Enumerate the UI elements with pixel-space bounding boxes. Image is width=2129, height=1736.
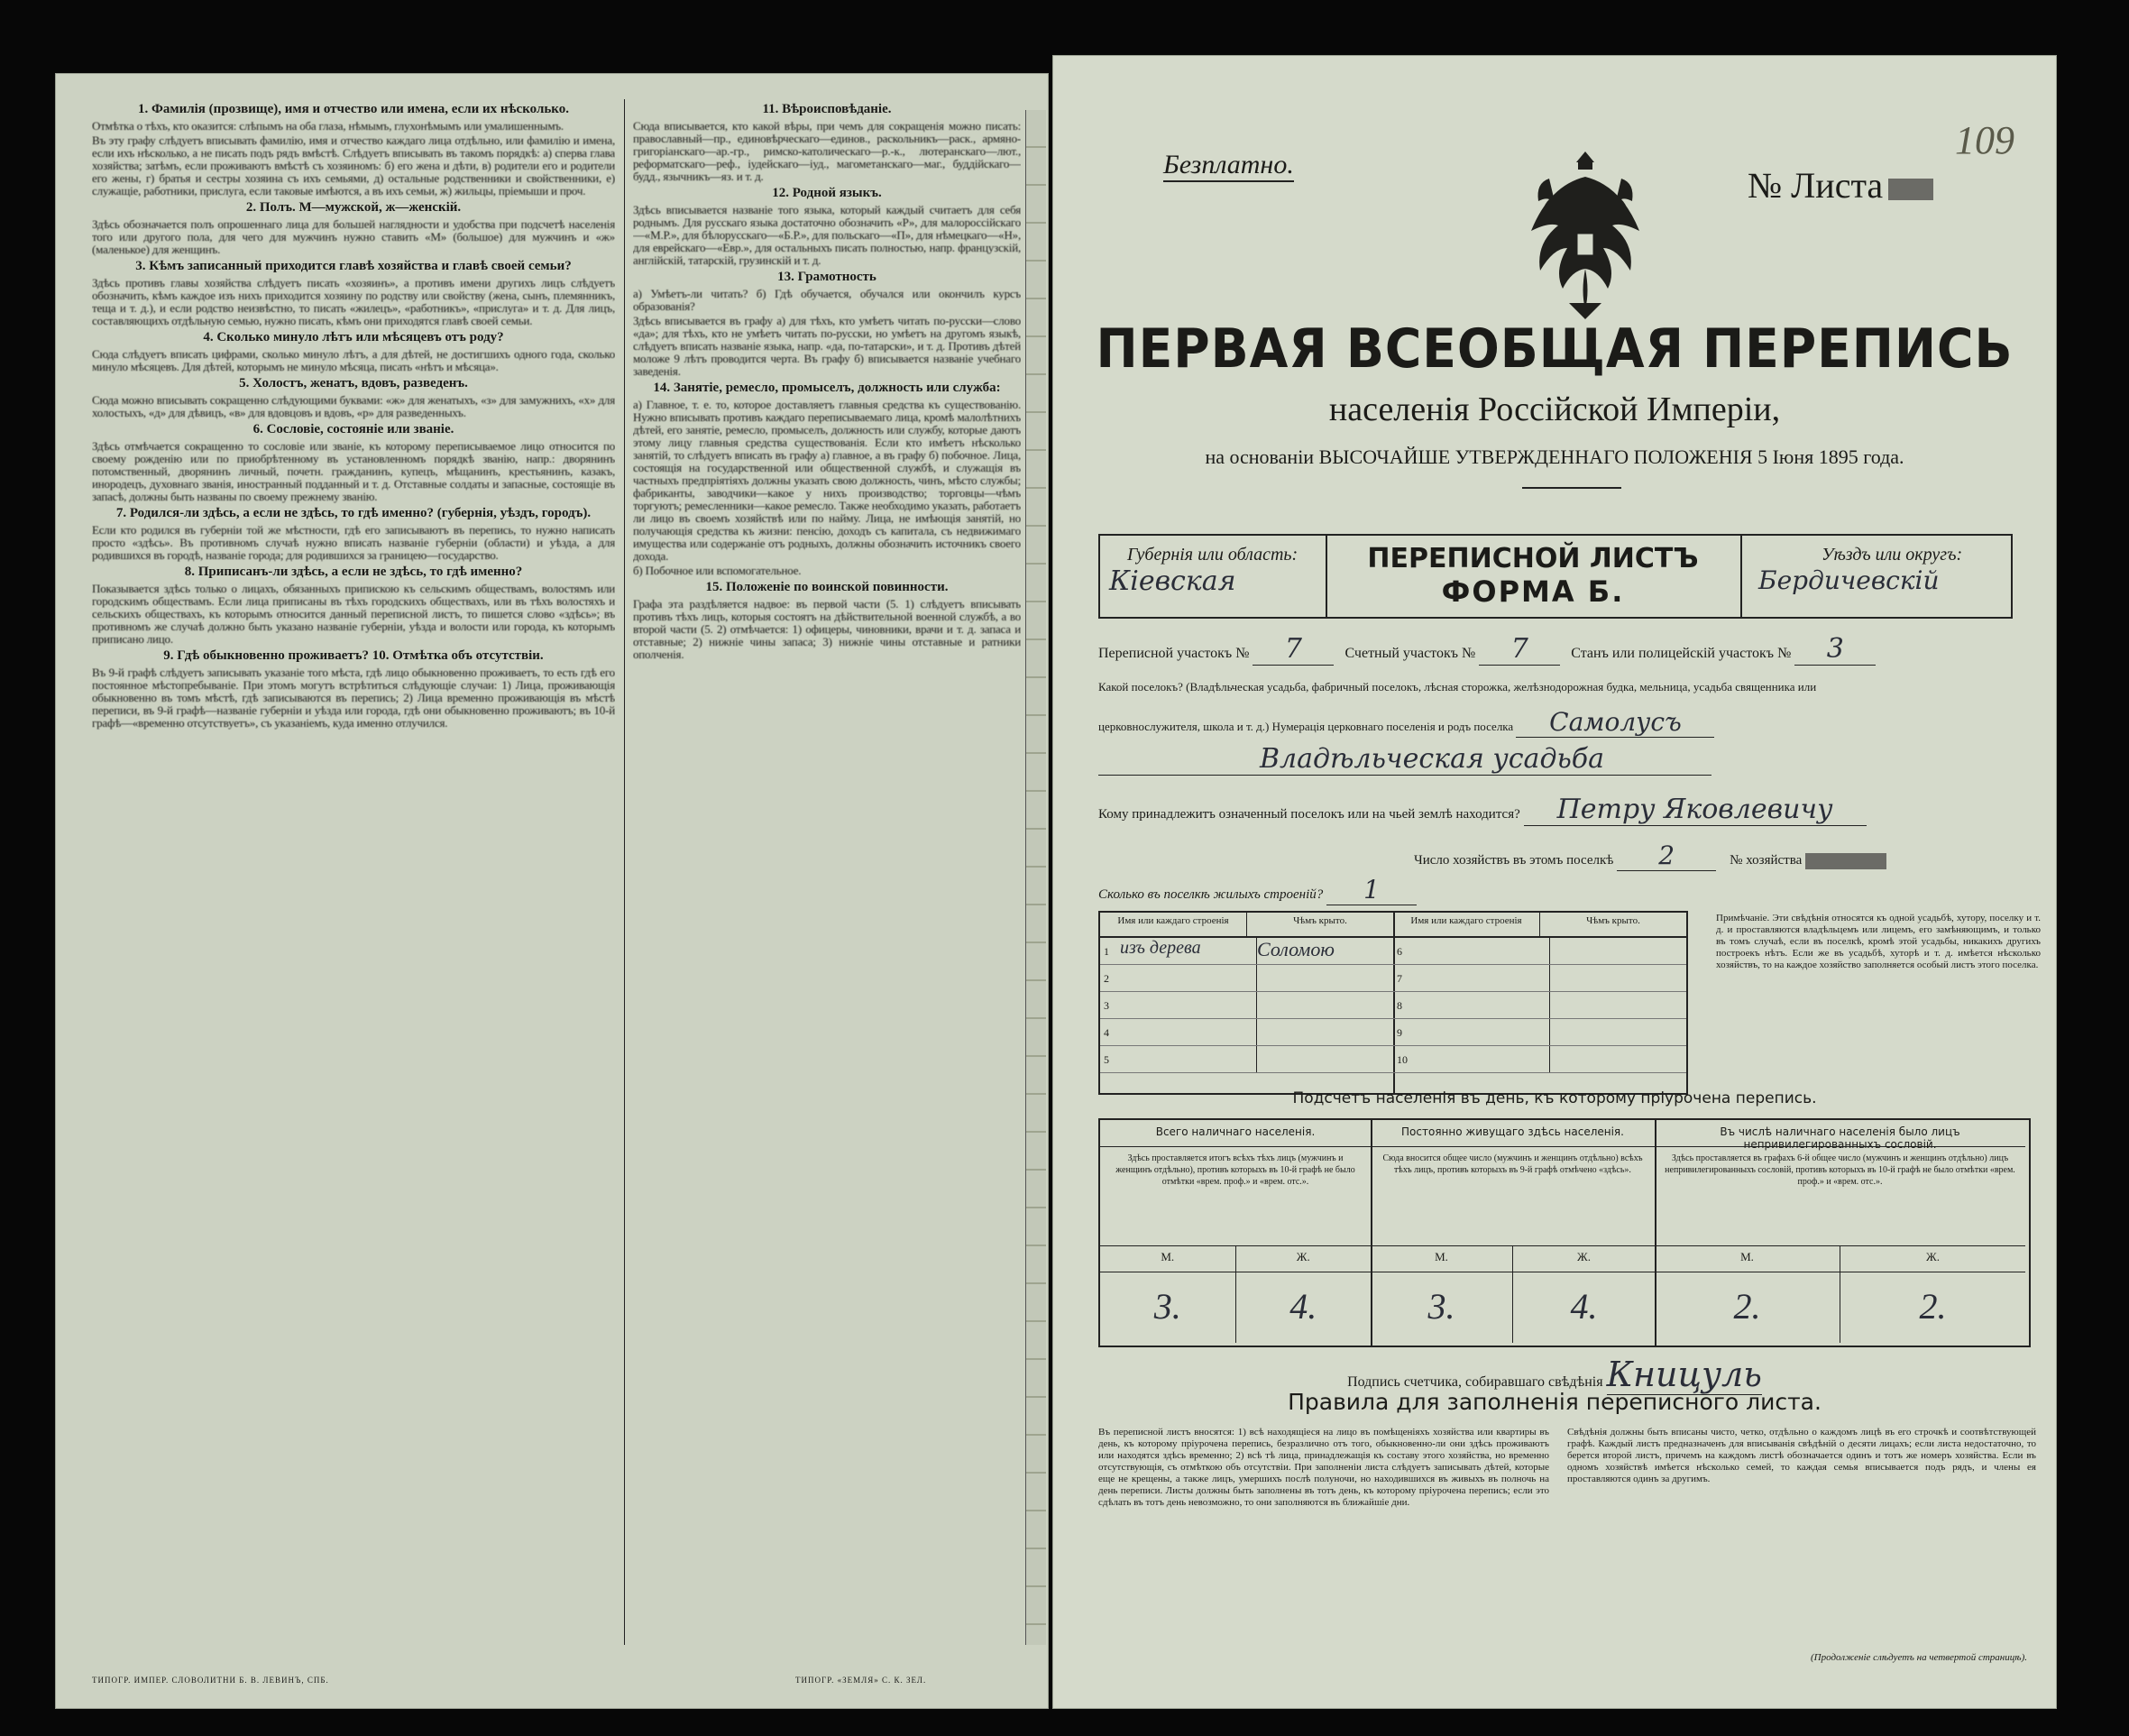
buildings-row-number: 1 — [1104, 945, 1109, 958]
buildings-row-material — [1120, 1019, 1257, 1045]
population-values-row — [1655, 1272, 2025, 1343]
signature-label: Подпись счетчика, собиравшаго свѣдѣнія — [1347, 1374, 1603, 1390]
section-heading: 7. Родился-ли здѣсь, а если не здѣсь, то гдѣ именно? (губернія, уѣздъ, городъ). — [115, 506, 592, 520]
buildings-row-roof — [1257, 965, 1393, 991]
sex-header-row — [1655, 1246, 2025, 1272]
buildings-table-right — [1393, 913, 1686, 1093]
section-heading: 1. Фамилія (прозвище), имя и отчество или имена, если их нѣсколько. — [137, 102, 570, 116]
buildings-row-material — [1413, 938, 1550, 964]
buildings-row — [1100, 938, 1393, 965]
gubernia-cell — [1100, 536, 1327, 617]
uezd-value: Бердичевскій — [1758, 565, 1940, 595]
settlement-value-2: Владѣльческая усадьба — [1098, 743, 1711, 776]
female-count: 4. — [1570, 1286, 1598, 1327]
population-values-row — [1100, 1272, 1371, 1343]
form-name: ФОРМА Б. — [1441, 574, 1625, 609]
buildings-value: 1 — [1326, 875, 1417, 905]
buildings-row-roof — [1550, 992, 1686, 1018]
buildings-row-roof: Соломою — [1257, 938, 1335, 960]
left-page — [56, 74, 1048, 1708]
section-paragraph: Здѣсь обозначается полъ опрошеннаго лица для большей наглядности и удобства при подсчетѣ населенія того или другого пола, для чего для мужчинъ нужно ставить «М» (большое) для мужчинъ и «ж» (маленькое) для женщинъ. — [92, 217, 615, 256]
instructions-column-2 — [633, 99, 1021, 1645]
female-count: 4. — [1289, 1286, 1317, 1327]
section-heading: 12. Родной языкъ. — [772, 186, 882, 200]
section-paragraph: а) Главное, т. е. то, которое доставляетъ главныя средства къ существованію. Нужно вписывать противъ каждаго переписываемаго лица, кромѣ малолѣтнихъ дѣтей, его занятіе, ремесло, промыселъ, должность или службу, которые даютъ этому лицу главныя средства существованія. Если кто имѣетъ нѣсколько занятій, то слѣдуетъ вписать въ графу а) главное, а въ графу б) побочное. Лица, состоящія на государственной или общественной службѣ, и служащія въ частныхъ предпріятіяхъ должны указать свою должность, чинъ, мѣсто службы; фабриканты, заводчики—какое у нихъ производство; торговцы—чѣмъ торгуютъ; ремесленники—какое ремесло. Также необходимо указать, работаетъ ли лицо въ своемъ хозяйствѣ или по найму. Лица, не имѣющія занятій, но получающія средства къ жизни: пенсію, доходъ съ капитала, съ недвижимаго имущества или содержаніе отъ родныхъ, должны обозначить источникъ своего дохода. — [633, 398, 1021, 563]
buildings-col-a-head: Имя или каждаго строенія — [1100, 913, 1247, 936]
section-paragraph: Сюда можно вписывать сокращенно слѣдующими буквами: «ж» для женатыхъ, «з» для замужнихъ, «х» для холостыхъ, «д» для дѣвицъ, «в» для вдовцовъ и вдовъ, «р» для разведенныхъ. — [92, 393, 615, 419]
buildings-row-roof — [1550, 1046, 1686, 1072]
free-of-charge-label: Безплатно. — [1163, 150, 1294, 182]
owner-line — [1098, 794, 2036, 826]
rules-title: Правила для заполненія переписного листа. — [1288, 1389, 1822, 1415]
buildings-row — [1393, 1046, 1686, 1073]
census-form-page — [1053, 56, 2056, 1708]
section-heading: 13. Грамотность — [777, 270, 876, 284]
section-paragraph: Здѣсь вписывается названіе того языка, который каждый считаетъ для себя роднымъ. Для русскаго языка достаточно обозначить «Р», для малороссійскаго—«М.Р.», для бѣлорусскаго—«Б.Р.», для польскаго—«П», для нѣмецкаго—«Н», для еврейскаго—«Евр.», для остальныхъ писать полностью, напр. французскій, англійскій, татарскій, грузинскій и т. д. — [633, 203, 1021, 267]
title-rule — [1522, 487, 1621, 489]
male-header: М. — [1371, 1246, 1513, 1272]
buildings-table — [1098, 911, 1688, 1095]
uezd-label: Уѣздъ или округъ: — [1822, 545, 1963, 565]
sex-header-row — [1100, 1246, 1371, 1272]
population-column-description: Сюда вносится общее число (мужчинъ и женщинъ отдѣльно) всѣхъ тѣхъ лицъ, противъ которыхъ въ 9-й графѣ отмѣчено «здѣсь». — [1371, 1147, 1655, 1246]
section-paragraph: Графа эта раздѣляется надвое: въ первой части (5. 1) слѣдуетъ вписывать противъ тѣхъ лицъ, которыя состоятъ на дѣйствительной военной службѣ, а во второй части (5. 2) отмѣчается: 1) офицеры, чиновники, врачи и т. д. запаса и отставные; 2) нижніе чины запаса; 3) нижніе чины отставные и ратники ополченія. — [633, 597, 1021, 661]
buildings-row-number: 4 — [1104, 1026, 1109, 1039]
form-subtitle: населенія Россійской Имперіи, — [1328, 390, 1781, 428]
section-paragraph: Въ эту графу слѣдуетъ вписывать фамилію, имя и отчество каждаго лица отдѣльно, или фамилію и имена, если ихъ нѣсколько, а не писать подъ рядъ вмѣстѣ. Слѣдуетъ вписывать въ такомъ порядкѣ: а) сперва глава хозяйства; затѣмъ, если проживаютъ вмѣстѣ съ хозяиномъ: б) его жена и дѣти, в) родители его и родители его жены, г) братья и сестры хозяина съ ихъ семьями, д) остальные родственники и свойственники, е) служащіе, работники, прислуга, если таковые имѣются, а въ ихъ семьи, ж) жильцы, пріемыши и проч. — [92, 133, 615, 197]
double-headed-eagle-icon — [1513, 142, 1657, 323]
schetny-label: Счетный участокъ № — [1344, 646, 1476, 661]
buildings-row-number: 3 — [1104, 999, 1109, 1012]
perepis-label: Переписной участокъ № — [1098, 646, 1250, 661]
sheet-number-label: № Листа — [1748, 165, 1884, 206]
buildings-row-material — [1413, 1046, 1550, 1072]
settlement-question: Какой поселокъ? (Владѣльческая усадьба, фабричный поселокъ, лѣсная сторожка, желѣзнодорожная будка, мельница, усадьба священника или — [1098, 680, 1817, 693]
population-column-head: Всего наличнаго населенія. — [1100, 1120, 1371, 1147]
settlement-value-1: Самолусъ — [1516, 707, 1714, 738]
female-header: Ж. — [1296, 1250, 1310, 1263]
perepis-value: 7 — [1253, 633, 1334, 666]
section-paragraph: а) Умѣетъ-ли читать? б) Гдѣ обучается, обучался или окончилъ курсъ образованія? — [633, 287, 1021, 313]
buildings-row — [1100, 1019, 1393, 1046]
buildings-table-head — [1100, 913, 1393, 938]
settlement-type-line — [1098, 743, 2036, 776]
section-heading: 11. Вѣроисповѣданіе. — [762, 102, 892, 116]
section-heading: 2. Полъ. М—мужской, ж—женскій. — [245, 200, 462, 215]
buildings-row — [1393, 1019, 1686, 1046]
owner-value: Петру Яковлевичу — [1524, 794, 1867, 826]
population-column — [1655, 1120, 2025, 1346]
archive-page-number: 109 — [1955, 118, 2014, 162]
section-heading: 9. Гдѣ обыкновенно проживаетъ? 10. Отмѣтка объ отсутствіи. — [163, 648, 544, 663]
female-count: 2. — [1919, 1286, 1947, 1327]
buildings-row-number: 2 — [1104, 972, 1109, 985]
buildings-row-number: 7 — [1397, 972, 1402, 985]
buildings-row-roof — [1257, 1046, 1393, 1072]
buildings-rows-right — [1393, 938, 1686, 1073]
buildings-row — [1100, 992, 1393, 1019]
population-column — [1371, 1120, 1656, 1346]
section-paragraph: б) Побочное или вспомогательное. — [633, 564, 802, 577]
sheet-number — [1748, 164, 1933, 207]
rules-column-1: Въ переписной листъ вносятся: 1) всѣ находящіеся на лицо въ помѣщеніяхъ хозяйства или квартиры въ день, къ которому пріурочена перепись, безразлично отъ того, обыкновенно-ли они здѣсь проживаютъ или находятся здѣсь временно; 2) всѣ тѣ лица, принадлежащія къ составу этого хозяйства, но временно отсутствующія, съ отмѣткою объ отсутствіи. При заполненіи листа слѣдуетъ записывать дѣтей, которые еще не крещены, а также лицъ, умершихъ послѣ полуночи, но находившихся въ живыхъ въ полночь на день переписи. Листы должны быть заполнены въ тотъ день, къ которому пріурочена перепись; если это сдѣлать въ тотъ день невозможно, то они заполняются въ ближайшіе дни. — [1098, 1427, 1549, 1508]
buildings-row — [1393, 992, 1686, 1019]
buildings-row-roof — [1257, 992, 1393, 1018]
district-line — [1098, 633, 2036, 666]
rules-continuation-note: (Продолженіе слѣдуетъ на четвертой страницѣ). — [1811, 1652, 2027, 1663]
buildings-row — [1393, 965, 1686, 992]
column-divider — [624, 99, 625, 1645]
male-count: 3. — [1100, 1272, 1236, 1343]
female-header: Ж. — [1577, 1250, 1591, 1263]
male-header: М. — [1100, 1246, 1236, 1272]
section-heading: 14. Занятіе, ремесло, промыселъ, должность или служба: — [653, 381, 1001, 395]
household-no-label: № хозяйства — [1730, 853, 1803, 868]
buildings-row-number: 10 — [1397, 1053, 1408, 1066]
buildings-row — [1393, 938, 1686, 965]
buildings-row — [1100, 1046, 1393, 1073]
male-count: 3. — [1371, 1272, 1513, 1343]
sex-header-row — [1371, 1246, 1655, 1272]
buildings-row-roof — [1550, 938, 1686, 964]
buildings-row-number: 5 — [1104, 1053, 1109, 1066]
population-values-row — [1371, 1272, 1655, 1343]
buildings-row-roof — [1257, 1019, 1393, 1045]
section-paragraph: Здѣсь вписывается въ графу а) для тѣхъ, кто умѣетъ читать по-русски—слово «да»; для тѣхъ, кто не умѣетъ читать по-русски, но умѣетъ на другомъ языкѣ, слѣдуетъ вписать названіе языка, напр. «да, по-татарски», и т. д. Противъ дѣтей моложе 9 лѣтъ проводится черта. Въ графу б) вписывается названіе учебнаго заведенія. — [633, 314, 1021, 378]
buildings-label: Сколько въ поселкѣ жилыхъ строеній? — [1098, 887, 1324, 902]
buildings-col-b-head: Чѣмъ крыто. — [1293, 915, 1347, 926]
section-heading: 5. Холостъ, женатъ, вдовъ, разведенъ. — [239, 376, 468, 390]
population-table — [1098, 1118, 2031, 1347]
schetny-value: 7 — [1479, 633, 1560, 666]
signature-value: Кницуль — [1606, 1355, 1762, 1394]
form-header-box — [1098, 534, 2013, 619]
stan-value: 3 — [1794, 633, 1876, 666]
section-heading: 3. Кѣмъ записанный приходится главѣ хозяйства и главѣ своей семьи? — [135, 259, 572, 273]
buildings-row — [1100, 965, 1393, 992]
population-column-head: Въ числѣ наличнаго населенія было лицъ непривилегированныхъ сословій. — [1655, 1120, 2025, 1147]
sheet-number-redaction — [1888, 179, 1933, 200]
section-heading: 8. Приписанъ-ли здѣсь, а если не здѣсь, то гдѣ именно? — [184, 565, 523, 579]
gubernia-label: Губернія или область: — [1127, 545, 1299, 565]
buildings-row-roof — [1550, 965, 1686, 991]
household-line — [1414, 840, 2027, 871]
section-paragraph: Здѣсь противъ главы хозяйства слѣдуетъ писать «хозяинъ», а противъ имени другихъ лицъ слѣдуетъ обозначить, кѣмъ каждое изъ нихъ приходится хозяину по родству или свойству (жена, сынъ, племянникъ, теща и т. д.), и если родство неизвѣстно, то писать «жилецъ», «работникъ», «прислуга» и т. д. Для лицъ, составляющихъ отдѣльную семью, нужно писать, кѣмъ они приходятся главѣ своей семьи. — [92, 276, 615, 327]
section-paragraph: Отмѣтка о тѣхъ, кто оказится: слѣпымъ на оба глаза, нѣмымъ, глухонѣмымъ или умалишеннымъ. — [92, 119, 564, 133]
population-column-description: Здѣсь проставляется въ графахъ 6-й общее число (мужчинъ и женщинъ отдѣльно) лицъ непривилегированныхъ сословій, противъ которыхъ въ 10-й графѣ не было отмѣтки «врем. проф.» и «врем. отс.». — [1655, 1147, 2025, 1246]
buildings-row-number: 9 — [1397, 1026, 1402, 1039]
buildings-table-left — [1100, 913, 1395, 1093]
form-main-title: ПЕРВАЯ ВСЕОБЩАЯ ПЕРЕПИСЬ — [1096, 317, 2014, 381]
population-column — [1100, 1120, 1372, 1346]
rules-column-2: Свѣдѣнія должны быть вписаны чисто, четко, отдѣльно о каждомъ лицѣ въ его строчкѣ и соотвѣтствующей графѣ. Каждый листъ предназначенъ для вписыванія свѣдѣній о десяти лицахъ; если листа недостаточно, то берется второй листъ, причемъ на каждомъ листѣ обозначается одинъ и тотъ же номеръ хозяйства. Если въ одномъ хозяйствѣ имѣется нѣсколько семей, то каждая семья вписывается подъ рядъ, и члены ея проставляются одинъ за другимъ. — [1567, 1427, 2036, 1484]
section-paragraph: Здѣсь отмѣчается сокращенно то сословіе или званіе, къ которому переписываемое лицо относится по своему рожденію или по приобрѣтенному въ установленномъ порядкѣ званію, напр.: дворянинъ потомственный, дворянинъ личный, почетн. гражданинъ, купецъ, мѣщанинъ, крестьянинъ, казакъ, инородецъ, духовнаго званія, иностранный подданный и т. д. Отставные солдаты и запасные, состоящіе въ запасѣ, должны быть названы по своему прежнему званію. — [92, 439, 615, 503]
buildings-line — [1098, 875, 2036, 905]
buildings-row-material — [1413, 1019, 1550, 1045]
buildings-row-roof — [1550, 1019, 1686, 1045]
buildings-row-material — [1120, 1046, 1257, 1072]
buildings-col-b-head: Чѣмъ крыто. — [1586, 915, 1640, 926]
male-header: М. — [1655, 1246, 1840, 1272]
buildings-row-number: 6 — [1397, 945, 1402, 958]
form-title: ПЕРЕПИСНОЙ ЛИСТЪ — [1367, 543, 1699, 574]
section-heading: 4. Сколько минуло лѣтъ или мѣсяцевъ отъ роду? — [203, 330, 504, 344]
section-paragraph: Сюда вписывается, кто какой вѣры, при чемъ для сокращенія можно писать: православный—пр., единовѣрческаго—единов., раскольникъ—раск., армяно-григоріанскаго—ар.-гр., римско-католическаго—р.-к., лютеранскаго—лют., реформатскаго—реф., іудейскаго—іуд., магометанскаго—маг., буддійскаго—будд., язычникъ—яз. и т. д. — [633, 119, 1021, 183]
uezd-cell — [1740, 536, 2011, 617]
settlement-question-2: церковнослужителя, школа и т. д.) Нумерація церковнаго поселенія и родъ поселка — [1098, 720, 1514, 733]
buildings-note: Примѣчаніе. Эти свѣдѣнія относятся къ одной усадьбѣ, хутору, поселку и т. д. и проставляются владѣльцемъ или лицемъ, его замѣняющимъ, и только въ томъ случаѣ, если въ поселкѣ, кромѣ этой усадьбы, никакихъ другихъ построекъ нѣтъ. Если же въ усадьбѣ, хуторѣ и т. д. имѣется нѣсколько хозяйствъ, то на каждое хозяйство заполняется особый листъ этого поселка. — [1716, 913, 2041, 970]
section-paragraph: Сюда слѣдуетъ вписать цифрами, сколько минуло лѣтъ, а для дѣтей, не достигшихъ одного года, сколько минуло мѣсяцевъ. Для дѣтей, которымъ не минуло мѣсяца, писать «нѣтъ и мѣсяца». — [92, 347, 615, 373]
folded-edge-strip — [1025, 110, 1046, 1645]
household-count-value: 2 — [1617, 840, 1716, 871]
buildings-row-material: изъ дерева — [1120, 938, 1257, 964]
form-title-cell — [1326, 536, 1742, 617]
population-column-head: Постоянно живущаго здѣсь населенія. — [1371, 1120, 1655, 1147]
printer-imprint-right: ТИПОГР. «ЗЕМЛЯ» С. К. ЗЕЛ. — [795, 1676, 927, 1685]
buildings-row-material — [1120, 965, 1257, 991]
settlement-line — [1098, 707, 2036, 738]
section-paragraph: Показывается здѣсь только о лицахъ, обязанныхъ припискою къ сельскимъ обществамъ, волостямъ или городскимъ обществамъ. Если лица приписаны въ тѣхъ городскихъ обществахъ, или въ тѣхъ волостяхъ и сельскихъ обществахъ, къ которымъ относится данный переписной листъ, то пишется слово «здѣсь»; въ противномъ же случаѣ должно быть указано названіе губерніи, уѣзда и волости или города, къ которымъ приписано лицо. — [92, 582, 615, 646]
section-paragraph: Въ 9-й графѣ слѣдуетъ записывать указаніе того мѣста, гдѣ лицо обыкновенно проживаетъ, то есть гдѣ его постоянное мѣстопребываніе. При этомъ могутъ встрѣтиться слѣдующіе случаи: 1) Лица, проживающія обыкновенно въ томъ мѣстѣ, гдѣ записываются въ перепись; 2) Лица временно проживающія въ мѣстѣ переписи, въ 9-й графѣ—названіе губерніи и уѣзда или города, гдѣ они обыкновенно проживаютъ; въ 10-й графѣ—«временно отсутствуетъ», съ указаніемъ, куда именно отлучился. — [92, 666, 615, 730]
household-count-label: Число хозяйствъ въ этомъ поселкѣ — [1414, 853, 1614, 868]
section-paragraph: Если кто родился въ губерніи той же мѣстности, гдѣ его записываютъ въ перепись, то нужно написать просто «здѣсь». Въ противномъ случаѣ нужно вписать названіе губерніи (области) и уѣзда, а для родившихся въ городѣ, названіе города; для родившихся за границею—государство. — [92, 523, 615, 562]
section-heading: 15. Положеніе по воинской повинности. — [705, 580, 949, 594]
section-heading: 6. Сословіе, состояніе или званіе. — [252, 422, 454, 436]
buildings-row-material — [1413, 992, 1550, 1018]
gubernia-value: Кіевская — [1109, 565, 1236, 597]
form-legal-basis: на основаніи ВЫСОЧАЙШЕ УТВЕРЖДЕННАГО ПОЛОЖЕНІЯ 5 Іюня 1895 года. — [1205, 445, 1904, 468]
owner-question: Кому принадлежитъ означенный поселокъ или на чьей землѣ находится? — [1098, 807, 1520, 822]
female-header: Ж. — [1926, 1250, 1940, 1263]
male-count: 2. — [1655, 1272, 1840, 1343]
buildings-row-material — [1413, 965, 1550, 991]
printer-imprint-left: ТИПОГР. ИМПЕР. СЛОВОЛИТНИ Б. В. ЛЕВИНЪ, СПБ. — [92, 1676, 329, 1685]
instructions-column-1 — [92, 99, 615, 1645]
population-count-title: Подсчетъ населенія въ день, къ которому пріурочена перепись. — [1292, 1089, 1817, 1107]
buildings-table-head — [1393, 913, 1686, 938]
buildings-row-material — [1120, 992, 1257, 1018]
buildings-row-number: 8 — [1397, 999, 1402, 1012]
buildings-rows-left — [1100, 938, 1393, 1073]
stan-label: Станъ или полицейскій участокъ № — [1571, 646, 1792, 661]
household-no-redaction — [1805, 853, 1886, 869]
buildings-col-a-head: Имя или каждаго строенія — [1393, 913, 1540, 936]
population-column-description: Здѣсь проставляется итогъ всѣхъ тѣхъ лицъ (мужчинъ и женщинъ отдѣльно), противъ которыхъ въ 10-й графѣ не было отмѣтки «врем. проф.» и «врем. отс.». — [1100, 1147, 1371, 1246]
